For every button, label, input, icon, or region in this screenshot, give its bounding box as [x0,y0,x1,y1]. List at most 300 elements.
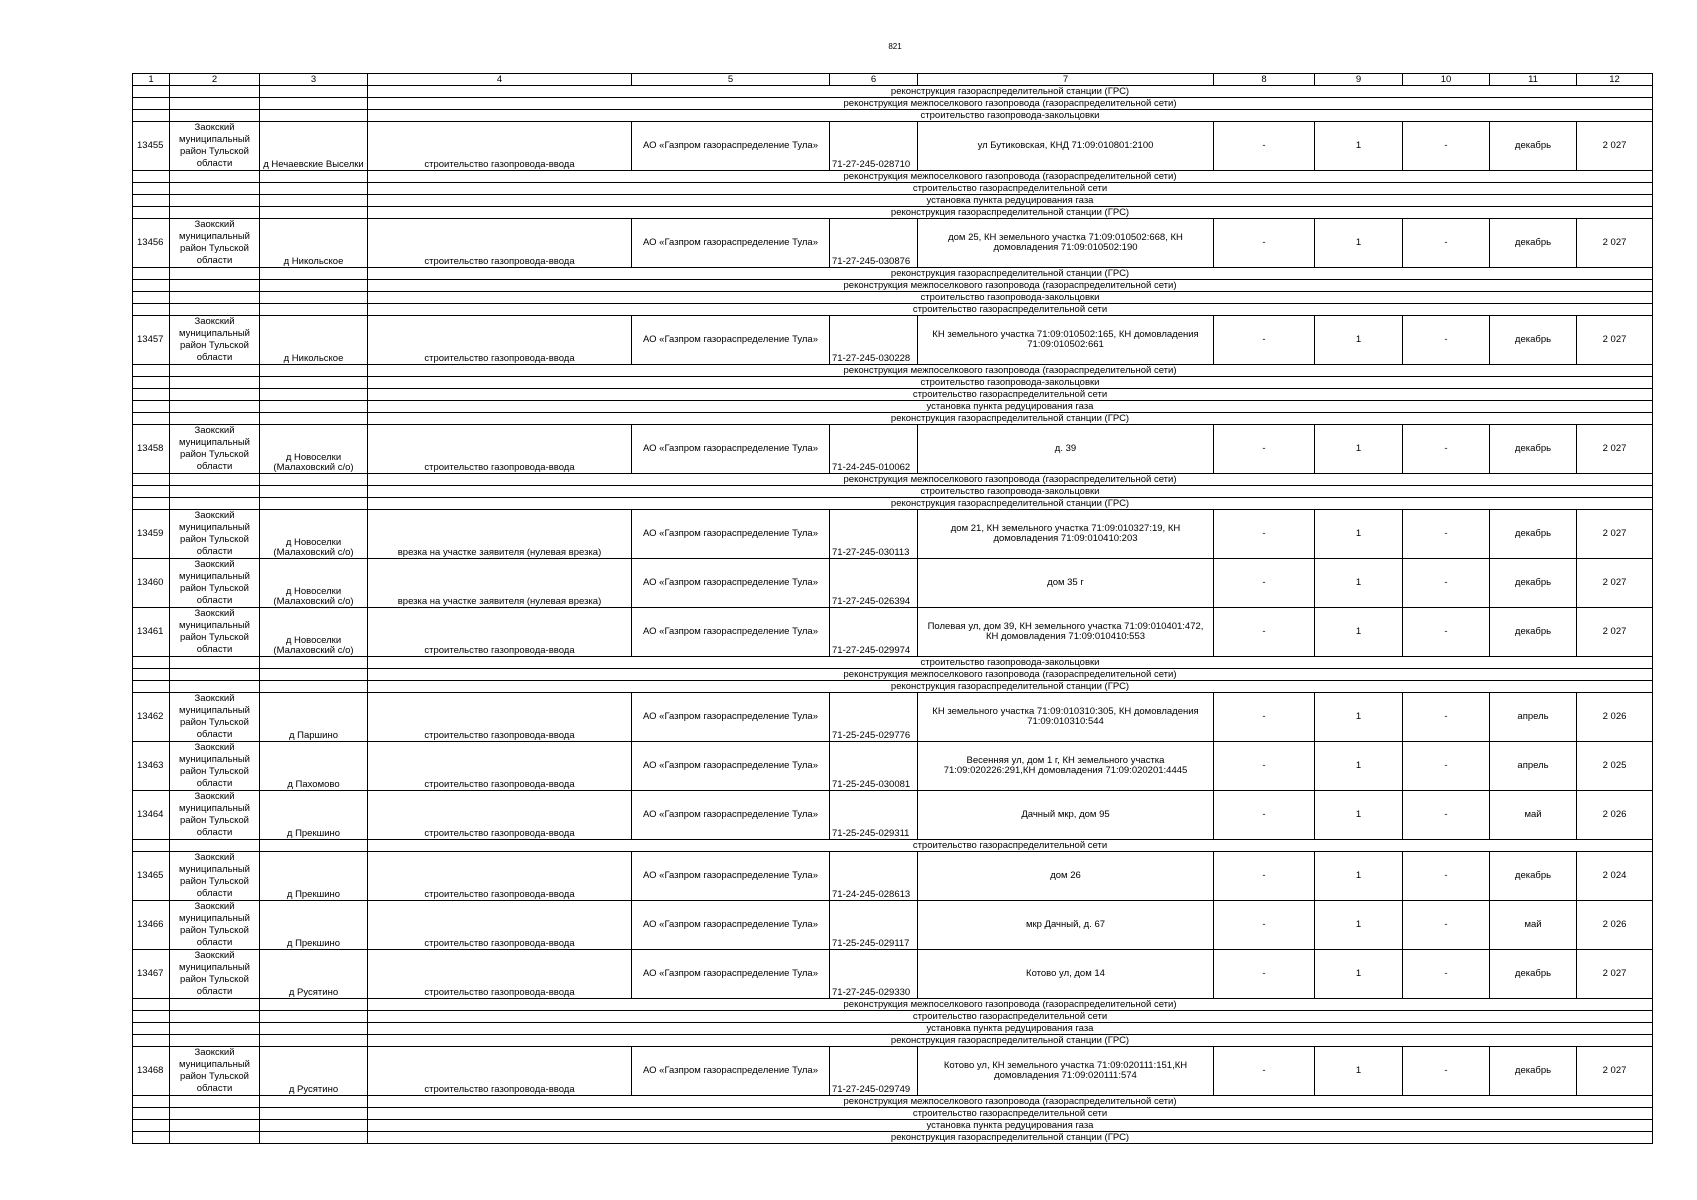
month-cell: декабрь [1490,608,1577,657]
object-row [133,791,1653,840]
col8-cell: - [1214,742,1315,791]
column-header-row [133,74,1653,86]
col8-cell: - [1214,852,1315,901]
empty-cell [260,681,368,693]
empty-cell [260,86,368,98]
year-cell: 2 026 [1577,791,1653,840]
sub-work-row [133,268,1653,280]
col9-cell: 1 [1315,316,1403,365]
work-type-cell: строительство газопровода-ввода [368,693,632,742]
row-number: 13463 [133,742,170,791]
work-type-cell: строительство газопровода-ввода [368,316,632,365]
empty-cell [170,681,260,693]
empty-cell [260,1023,368,1035]
sub-work-text: реконструкция газораспределительной станции (ГРС) [368,1132,1653,1144]
year-cell: 2 027 [1577,559,1653,608]
empty-cell [133,377,170,389]
column-header: 12 [1577,74,1653,86]
sub-work-row [133,669,1653,681]
empty-cell [260,377,368,389]
year-cell: 2 026 [1577,693,1653,742]
row-number: 13467 [133,950,170,999]
work-type-cell: строительство газопровода-ввода [368,742,632,791]
year-cell: 2 027 [1577,950,1653,999]
column-header: 1 [133,74,170,86]
empty-cell [260,1132,368,1144]
empty-cell [170,183,260,195]
work-type-cell: врезка на участке заявителя (нулевая врезка) [368,510,632,559]
col9-cell: 1 [1315,219,1403,268]
month-cell: май [1490,901,1577,950]
sub-work-row [133,377,1653,389]
col10-cell: - [1403,950,1490,999]
organization-cell: АО «Газпром газораспределение Тула» [632,559,830,608]
municipality-cell: Заокский муниципальный район Тульской области [170,693,260,742]
address-cell: ул Бутиковская, КНД 71:09:010801:2100 [918,122,1214,171]
sub-work-row [133,1011,1653,1023]
sub-work-text: реконструкция межпоселкового газопровода (газораспределительной сети) [368,1096,1653,1108]
empty-cell [260,389,368,401]
col9-cell: 1 [1315,901,1403,950]
object-code-cell: 71-25-245-029311 [830,791,918,840]
sub-work-row [133,195,1653,207]
municipality-cell: Заокский муниципальный район Тульской области [170,219,260,268]
object-code-cell: 71-25-245-029776 [830,693,918,742]
locality-cell: д Прекшино [260,791,368,840]
municipality-cell: Заокский муниципальный район Тульской области [170,1047,260,1096]
object-code-cell: 71-27-245-029974 [830,608,918,657]
municipality-cell: Заокский муниципальный район Тульской области [170,122,260,171]
col9-cell: 1 [1315,742,1403,791]
sub-work-row [133,1035,1653,1047]
month-cell: декабрь [1490,122,1577,171]
empty-cell [133,1096,170,1108]
col10-cell: - [1403,852,1490,901]
empty-cell [260,669,368,681]
empty-cell [170,110,260,122]
empty-cell [133,171,170,183]
sub-work-text: установка пункта редуцирования газа [368,1120,1653,1132]
col8-cell: - [1214,219,1315,268]
locality-cell: д Паршино [260,693,368,742]
sub-work-text: строительство газопровода-закольцовки [368,486,1653,498]
year-cell: 2 027 [1577,316,1653,365]
col10-cell: - [1403,1047,1490,1096]
organization-cell: АО «Газпром газораспределение Тула» [632,950,830,999]
sub-work-text: строительство газопровода-закольцовки [368,377,1653,389]
empty-cell [260,1096,368,1108]
col9-cell: 1 [1315,950,1403,999]
empty-cell [170,1011,260,1023]
object-row [133,901,1653,950]
sub-work-row [133,999,1653,1011]
empty-cell [170,999,260,1011]
col8-cell: - [1214,950,1315,999]
locality-cell: д Никольское [260,219,368,268]
empty-cell [133,207,170,219]
empty-cell [170,1096,260,1108]
year-cell: 2 027 [1577,1047,1653,1096]
year-cell: 2 027 [1577,510,1653,559]
municipality-cell: Заокский муниципальный район Тульской области [170,742,260,791]
sub-work-row [133,365,1653,377]
empty-cell [133,1011,170,1023]
col10-cell: - [1403,693,1490,742]
sub-work-text: реконструкция межпоселкового газопровода (газораспределительной сети) [368,669,1653,681]
address-cell: Котово ул, КН земельного участка 71:09:020111:151,КН домовладения 71:09:020111:574 [918,1047,1214,1096]
empty-cell [260,280,368,292]
address-cell: дом 26 [918,852,1214,901]
empty-cell [133,413,170,425]
sub-work-row [133,681,1653,693]
empty-cell [260,98,368,110]
col10-cell: - [1403,510,1490,559]
column-header: 10 [1403,74,1490,86]
col10-cell: - [1403,742,1490,791]
row-number: 13459 [133,510,170,559]
empty-cell [260,183,368,195]
sub-work-row [133,183,1653,195]
sub-work-text: установка пункта редуцирования газа [368,401,1653,413]
organization-cell: АО «Газпром газораспределение Тула» [632,901,830,950]
work-type-cell: врезка на участке заявителя (нулевая врезка) [368,559,632,608]
object-code-cell: 71-27-245-030228 [830,316,918,365]
object-row [133,950,1653,999]
month-cell: декабрь [1490,1047,1577,1096]
month-cell: декабрь [1490,425,1577,474]
col9-cell: 1 [1315,1047,1403,1096]
empty-cell [260,304,368,316]
empty-cell [170,389,260,401]
empty-cell [170,669,260,681]
locality-cell: д Никольское [260,316,368,365]
municipality-cell: Заокский муниципальный район Тульской области [170,950,260,999]
locality-cell: д Русятино [260,1047,368,1096]
empty-cell [170,1132,260,1144]
locality-cell: д Русятино [260,950,368,999]
address-cell: Полевая ул, дом 39, КН земельного участка 71:09:010401:472, КН домовладения 71:09:010410:553 [918,608,1214,657]
col9-cell: 1 [1315,791,1403,840]
sub-work-text: реконструкция межпоселкового газопровода (газораспределительной сети) [368,98,1653,110]
col10-cell: - [1403,219,1490,268]
col8-cell: - [1214,901,1315,950]
object-row [133,559,1653,608]
col10-cell: - [1403,316,1490,365]
object-code-cell: 71-27-245-028710 [830,122,918,171]
year-cell: 2 026 [1577,901,1653,950]
work-type-cell: строительство газопровода-ввода [368,122,632,171]
address-cell: д. 39 [918,425,1214,474]
empty-cell [133,86,170,98]
empty-cell [170,268,260,280]
object-code-cell: 71-25-245-029117 [830,901,918,950]
municipality-cell: Заокский муниципальный район Тульской области [170,316,260,365]
empty-cell [170,171,260,183]
empty-cell [170,1120,260,1132]
month-cell: декабрь [1490,316,1577,365]
column-header: 3 [260,74,368,86]
column-header: 5 [632,74,830,86]
empty-cell [170,1023,260,1035]
empty-cell [133,657,170,669]
row-number: 13458 [133,425,170,474]
object-row [133,852,1653,901]
col8-cell: - [1214,791,1315,840]
empty-cell [260,1108,368,1120]
row-number: 13462 [133,693,170,742]
col10-cell: - [1403,559,1490,608]
sub-work-text: реконструкция газораспределительной станции (ГРС) [368,498,1653,510]
empty-cell [170,840,260,852]
year-cell: 2 024 [1577,852,1653,901]
month-cell: апрель [1490,693,1577,742]
column-header: 11 [1490,74,1577,86]
municipality-cell: Заокский муниципальный район Тульской области [170,608,260,657]
work-type-cell: строительство газопровода-ввода [368,901,632,950]
address-cell: дом 25, КН земельного участка 71:09:010502:668, КН домовладения 71:09:010502:190 [918,219,1214,268]
empty-cell [133,110,170,122]
year-cell: 2 027 [1577,122,1653,171]
sub-work-row [133,389,1653,401]
empty-cell [133,681,170,693]
object-row [133,742,1653,791]
col8-cell: - [1214,608,1315,657]
col9-cell: 1 [1315,510,1403,559]
organization-cell: АО «Газпром газораспределение Тула» [632,852,830,901]
empty-cell [133,486,170,498]
locality-cell: д Новоселки (Малаховский с/о) [260,510,368,559]
municipality-cell: Заокский муниципальный район Тульской области [170,425,260,474]
row-number: 13457 [133,316,170,365]
municipality-cell: Заокский муниципальный район Тульской области [170,901,260,950]
row-number: 13466 [133,901,170,950]
sub-work-text: реконструкция газораспределительной станции (ГРС) [368,86,1653,98]
empty-cell [133,401,170,413]
empty-cell [133,1108,170,1120]
object-row [133,122,1653,171]
empty-cell [133,389,170,401]
col8-cell: - [1214,693,1315,742]
sub-work-row [133,304,1653,316]
work-type-cell: строительство газопровода-ввода [368,852,632,901]
empty-cell [133,1120,170,1132]
row-number: 13465 [133,852,170,901]
municipality-cell: Заокский муниципальный район Тульской области [170,510,260,559]
locality-cell: д Новоселки (Малаховский с/о) [260,608,368,657]
empty-cell [170,304,260,316]
year-cell: 2 025 [1577,742,1653,791]
work-type-cell: строительство газопровода-ввода [368,425,632,474]
locality-cell: д Нечаевские Выселки [260,122,368,171]
col8-cell: - [1214,425,1315,474]
sub-work-text: реконструкция газораспределительной станции (ГРС) [368,1035,1653,1047]
sub-work-text: строительство газопровода-закольцовки [368,657,1653,669]
sub-work-text: строительство газораспределительной сети [368,389,1653,401]
col10-cell: - [1403,122,1490,171]
col8-cell: - [1214,559,1315,608]
organization-cell: АО «Газпром газораспределение Тула» [632,316,830,365]
organization-cell: АО «Газпром газораспределение Тула» [632,608,830,657]
sub-work-row [133,413,1653,425]
sub-work-text: реконструкция межпоселкового газопровода (газораспределительной сети) [368,280,1653,292]
object-code-cell: 71-27-245-030876 [830,219,918,268]
empty-cell [260,1120,368,1132]
sub-work-row [133,1132,1653,1144]
col9-cell: 1 [1315,559,1403,608]
month-cell: декабрь [1490,219,1577,268]
object-row [133,425,1653,474]
sub-work-text: реконструкция газораспределительной станции (ГРС) [368,268,1653,280]
empty-cell [260,999,368,1011]
sub-work-text: строительство газопровода-закольцовки [368,292,1653,304]
sub-work-row [133,86,1653,98]
sub-work-text: установка пункта редуцирования газа [368,195,1653,207]
empty-cell [260,171,368,183]
col9-cell: 1 [1315,608,1403,657]
municipality-cell: Заокский муниципальный район Тульской области [170,559,260,608]
year-cell: 2 027 [1577,219,1653,268]
month-cell: май [1490,791,1577,840]
sub-work-text: реконструкция межпоселкового газопровода (газораспределительной сети) [368,999,1653,1011]
empty-cell [170,292,260,304]
empty-cell [260,840,368,852]
col10-cell: - [1403,901,1490,950]
empty-cell [260,486,368,498]
gasification-table [132,73,1653,1144]
object-code-cell: 71-24-245-028613 [830,852,918,901]
empty-cell [133,1132,170,1144]
month-cell: декабрь [1490,852,1577,901]
empty-cell [260,474,368,486]
col9-cell: 1 [1315,122,1403,171]
col8-cell: - [1214,122,1315,171]
empty-cell [133,268,170,280]
empty-cell [260,401,368,413]
col10-cell: - [1403,791,1490,840]
sub-work-row [133,98,1653,110]
address-cell: Дачный мкр, дом 95 [918,791,1214,840]
sub-work-text: строительство газораспределительной сети [368,1011,1653,1023]
sub-work-row [133,292,1653,304]
sub-work-row [133,401,1653,413]
locality-cell: д Новоселки (Малаховский с/о) [260,559,368,608]
empty-cell [170,413,260,425]
organization-cell: АО «Газпром газораспределение Тула» [632,791,830,840]
sub-work-row [133,474,1653,486]
row-number: 13468 [133,1047,170,1096]
sub-work-row [133,207,1653,219]
empty-cell [133,669,170,681]
organization-cell: АО «Газпром газораспределение Тула» [632,1047,830,1096]
row-number: 13456 [133,219,170,268]
sub-work-row [133,1023,1653,1035]
sub-work-row [133,486,1653,498]
sub-work-text: строительство газораспределительной сети [368,183,1653,195]
locality-cell: д Прекшино [260,852,368,901]
address-cell: мкр Дачный, д. 67 [918,901,1214,950]
empty-cell [133,999,170,1011]
object-row [133,693,1653,742]
sub-work-row [133,1096,1653,1108]
empty-cell [260,110,368,122]
address-cell: КН земельного участка 71:09:010310:305, КН домовладения 71:09:010310:544 [918,693,1214,742]
row-number: 13460 [133,559,170,608]
col8-cell: - [1214,1047,1315,1096]
empty-cell [260,268,368,280]
address-cell: дом 35 г [918,559,1214,608]
object-row [133,510,1653,559]
year-cell: 2 027 [1577,608,1653,657]
empty-cell [170,486,260,498]
empty-cell [133,98,170,110]
sub-work-row [133,1108,1653,1120]
empty-cell [170,195,260,207]
row-number: 13461 [133,608,170,657]
empty-cell [133,365,170,377]
object-row [133,316,1653,365]
empty-cell [170,1108,260,1120]
organization-cell: АО «Газпром газораспределение Тула» [632,219,830,268]
organization-cell: АО «Газпром газораспределение Тула» [632,510,830,559]
organization-cell: АО «Газпром газораспределение Тула» [632,122,830,171]
sub-work-text: строительство газопровода-закольцовки [368,110,1653,122]
object-row [133,219,1653,268]
column-header: 9 [1315,74,1403,86]
month-cell: апрель [1490,742,1577,791]
month-cell: декабрь [1490,559,1577,608]
col9-cell: 1 [1315,852,1403,901]
sub-work-text: реконструкция межпоселкового газопровода (газораспределительной сети) [368,365,1653,377]
organization-cell: АО «Газпром газораспределение Тула» [632,742,830,791]
empty-cell [170,1035,260,1047]
work-type-cell: строительство газопровода-ввода [368,1047,632,1096]
sub-work-text: реконструкция межпоселкового газопровода (газораспределительной сети) [368,171,1653,183]
year-cell: 2 027 [1577,425,1653,474]
work-type-cell: строительство газопровода-ввода [368,608,632,657]
sub-work-text: строительство газораспределительной сети [368,840,1653,852]
empty-cell [260,1035,368,1047]
column-header: 7 [918,74,1214,86]
empty-cell [170,207,260,219]
empty-cell [133,474,170,486]
sub-work-row [133,840,1653,852]
column-header: 2 [170,74,260,86]
column-header: 8 [1214,74,1315,86]
object-code-cell: 71-27-245-029749 [830,1047,918,1096]
sub-work-row [133,498,1653,510]
sub-work-text: реконструкция газораспределительной станции (ГРС) [368,413,1653,425]
empty-cell [260,1011,368,1023]
work-type-cell: строительство газопровода-ввода [368,219,632,268]
address-cell: Котово ул, дом 14 [918,950,1214,999]
month-cell: декабрь [1490,950,1577,999]
col9-cell: 1 [1315,425,1403,474]
sub-work-text: строительство газораспределительной сети [368,1108,1653,1120]
empty-cell [170,377,260,389]
empty-cell [170,474,260,486]
empty-cell [133,195,170,207]
sub-work-text: установка пункта редуцирования газа [368,1023,1653,1035]
sub-work-text: реконструкция межпоселкового газопровода (газораспределительной сети) [368,474,1653,486]
empty-cell [133,183,170,195]
col8-cell: - [1214,510,1315,559]
work-type-cell: строительство газопровода-ввода [368,950,632,999]
empty-cell [260,292,368,304]
column-header: 6 [830,74,918,86]
address-cell: КН земельного участка 71:09:010502:165, КН домовладения 71:09:010502:661 [918,316,1214,365]
empty-cell [260,195,368,207]
sub-work-row [133,280,1653,292]
